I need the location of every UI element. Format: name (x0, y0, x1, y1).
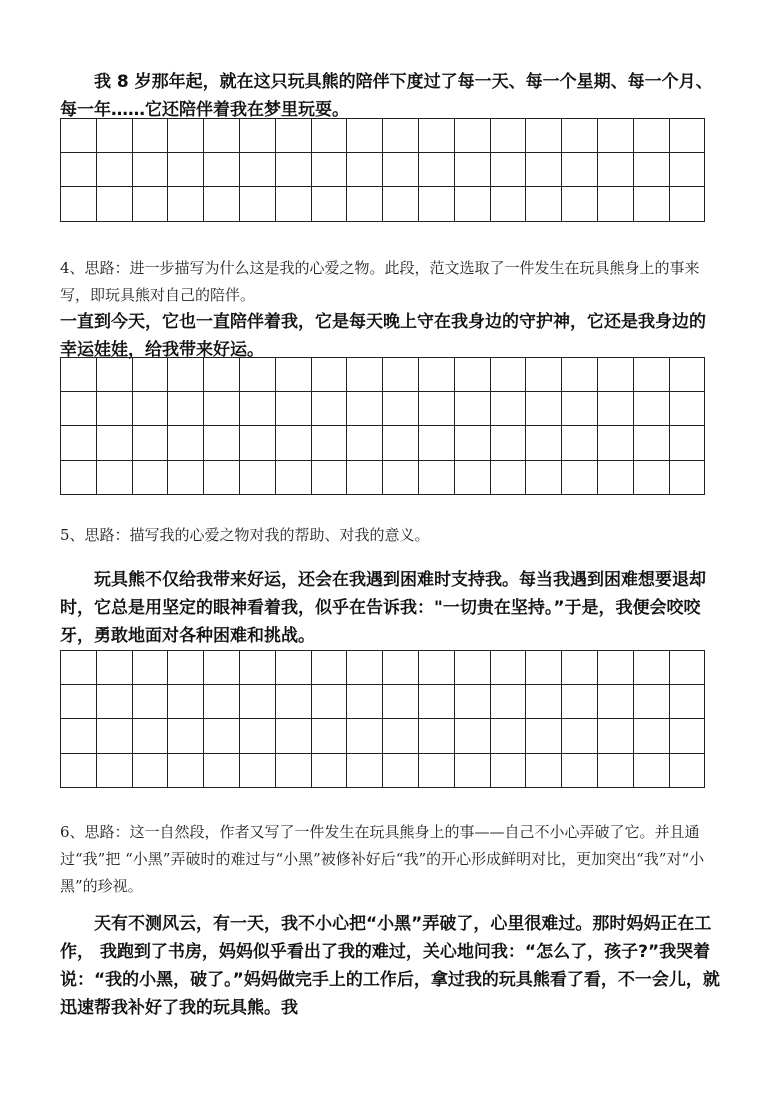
grid-cell (562, 153, 598, 187)
grid-cell (132, 358, 168, 392)
grid-cell (383, 753, 419, 787)
grid-cell (418, 753, 454, 787)
grid-row (61, 392, 705, 426)
grid-cell (311, 460, 347, 494)
grid-cell (275, 119, 311, 153)
grid-cell (61, 426, 97, 460)
grid-cell (454, 651, 490, 685)
grid-cell (311, 426, 347, 460)
grid-cell (347, 719, 383, 753)
grid-cell (633, 392, 669, 426)
grid-cell (204, 460, 240, 494)
grid-row (61, 753, 705, 787)
grid-cell (562, 187, 598, 221)
grid-cell (275, 358, 311, 392)
essay-paragraph-5: 玩具熊不仅给我带来好运，还会在我遇到困难时支持我。每当我遇到困难想要退却时，它总是用坚定的眼神看着我，似乎在告诉我："一切贵在坚持。”于是，我便会咬咬牙，勇敢地面对各种困难和挑战。 (60, 570, 706, 646)
grid-cell (239, 358, 275, 392)
grid-cell (454, 460, 490, 494)
grid-cell (61, 651, 97, 685)
essay-paragraph-6: 天有不测风云，有一天，我不小心把“小黑”弄破了，心里很难过。那时妈妈正在工作， 我跑到了书房，妈妈似乎看出了我的难过，关心地问我：“怎么了，孩子?”我哭着说：“我的小黑，破了。”妈妈做完手上的工作后，拿过我的玩具熊看了看，不一会儿，就迅速帮我补好了我的玩具熊。我 (60, 914, 720, 1018)
grid-cell (132, 392, 168, 426)
grid-cell (490, 187, 526, 221)
grid-cell (204, 119, 240, 153)
grid-cell (454, 426, 490, 460)
grid-cell (633, 426, 669, 460)
grid-cell (311, 753, 347, 787)
grid-cell (526, 460, 562, 494)
grid-cell (239, 426, 275, 460)
grid-cell (383, 651, 419, 685)
grid-cell (383, 460, 419, 494)
grid-cell (275, 426, 311, 460)
grid-cell (418, 685, 454, 719)
grid-cell (347, 426, 383, 460)
grid-cell (61, 460, 97, 494)
hint-note-6: 6、思路：这一自然段，作者又写了一件发生在玩具熊身上的事——自己不小心弄破了它。并且通过“我”把 “小黑”弄破时的难过与“小黑”被修补好后“我”的开心形成鲜明对比，更加突出“我”对“小黑”的珍视。 (60, 823, 705, 895)
grid-cell (61, 358, 97, 392)
grid-row (61, 119, 705, 153)
grid-cell (311, 187, 347, 221)
grid-cell (383, 426, 419, 460)
grid-cell (311, 719, 347, 753)
grid-cell (490, 460, 526, 494)
grid-cell (669, 187, 705, 221)
grid-cell (275, 460, 311, 494)
grid-cell (562, 651, 598, 685)
grid-cell (132, 119, 168, 153)
grid-cell (383, 392, 419, 426)
grid-cell (239, 153, 275, 187)
grid-cell (454, 358, 490, 392)
grid-cell (239, 187, 275, 221)
grid-cell (168, 426, 204, 460)
grid-cell (204, 651, 240, 685)
grid-cell (96, 358, 132, 392)
grid-cell (132, 460, 168, 494)
grid-cell (597, 719, 633, 753)
grid-cell (597, 358, 633, 392)
grid-cell (669, 153, 705, 187)
grid-cell (418, 187, 454, 221)
grid-cell (239, 460, 275, 494)
grid-cell (418, 358, 454, 392)
grid-cell (61, 392, 97, 426)
grid-cell (347, 119, 383, 153)
grid-cell (132, 719, 168, 753)
grid-cell (597, 153, 633, 187)
grid-cell (597, 426, 633, 460)
writing-grid-2 (60, 357, 705, 495)
grid-cell (347, 753, 383, 787)
grid-cell (347, 153, 383, 187)
grid-cell (275, 753, 311, 787)
grid-cell (275, 719, 311, 753)
grid-cell (204, 358, 240, 392)
grid-cell (418, 651, 454, 685)
grid-cell (526, 426, 562, 460)
grid-cell (597, 187, 633, 221)
grid-cell (275, 187, 311, 221)
grid-cell (418, 119, 454, 153)
grid-row (61, 153, 705, 187)
grid-cell (347, 392, 383, 426)
grid-cell (96, 651, 132, 685)
grid-cell (562, 426, 598, 460)
grid-cell (669, 392, 705, 426)
grid-cell (204, 426, 240, 460)
grid-cell (239, 651, 275, 685)
grid-cell (418, 719, 454, 753)
grid-cell (418, 153, 454, 187)
grid-cell (526, 651, 562, 685)
grid-cell (168, 358, 204, 392)
grid-cell (96, 719, 132, 753)
grid-cell (311, 358, 347, 392)
grid-cell (204, 719, 240, 753)
grid-cell (96, 753, 132, 787)
grid-cell (490, 651, 526, 685)
hint-note-4: 4、思路：进一步描写为什么这是我的心爱之物。此段，范文选取了一件发生在玩具熊身上的事来写，即玩具熊对自己的陪伴。 (60, 259, 700, 304)
grid-cell (633, 358, 669, 392)
grid-cell (669, 651, 705, 685)
grid-cell (275, 685, 311, 719)
grid-cell (61, 719, 97, 753)
grid-cell (311, 392, 347, 426)
grid-cell (204, 187, 240, 221)
grid-cell (633, 651, 669, 685)
grid-cell (454, 685, 490, 719)
grid-cell (669, 358, 705, 392)
grid-cell (61, 153, 97, 187)
grid-cell (347, 187, 383, 221)
grid-cell (597, 119, 633, 153)
grid-cell (132, 426, 168, 460)
grid-cell (239, 685, 275, 719)
grid-cell (132, 153, 168, 187)
grid-cell (239, 753, 275, 787)
essay-paragraph-1: 我 8 岁那年起，就在这只玩具熊的陪伴下度过了每一天、每一个星期、每一个月、每一年……它还陪伴着我在梦里玩耍。 (60, 72, 713, 120)
grid-cell (562, 119, 598, 153)
grid-cell (633, 187, 669, 221)
grid-cell (204, 685, 240, 719)
grid-cell (490, 426, 526, 460)
grid-cell (61, 685, 97, 719)
grid-cell (239, 719, 275, 753)
grid-cell (454, 753, 490, 787)
grid-row (61, 358, 705, 392)
grid-cell (669, 685, 705, 719)
grid-cell (454, 187, 490, 221)
grid-cell (61, 753, 97, 787)
grid-cell (96, 392, 132, 426)
grid-cell (347, 460, 383, 494)
grid-cell (633, 119, 669, 153)
grid-cell (633, 685, 669, 719)
grid-cell (204, 153, 240, 187)
grid-cell (383, 153, 419, 187)
grid-cell (168, 153, 204, 187)
grid-cell (168, 685, 204, 719)
grid-cell (383, 358, 419, 392)
grid-cell (597, 460, 633, 494)
grid-cell (526, 153, 562, 187)
grid-cell (132, 685, 168, 719)
grid-cell (96, 119, 132, 153)
grid-cell (132, 187, 168, 221)
grid-cell (597, 651, 633, 685)
grid-cell (454, 153, 490, 187)
grid-cell (562, 392, 598, 426)
grid-cell (633, 460, 669, 494)
grid-cell (490, 685, 526, 719)
grid-cell (96, 460, 132, 494)
grid-cell (239, 119, 275, 153)
grid-cell (454, 719, 490, 753)
grid-cell (526, 187, 562, 221)
grid-cell (347, 685, 383, 719)
grid-cell (454, 119, 490, 153)
grid-cell (168, 651, 204, 685)
grid-cell (526, 392, 562, 426)
grid-cell (597, 392, 633, 426)
grid-cell (204, 753, 240, 787)
grid-cell (633, 153, 669, 187)
grid-cell (418, 460, 454, 494)
grid-row (61, 651, 705, 685)
grid-cell (383, 719, 419, 753)
writing-grid-3 (60, 650, 705, 788)
grid-cell (490, 358, 526, 392)
grid-cell (562, 685, 598, 719)
grid-cell (275, 651, 311, 685)
grid-cell (669, 753, 705, 787)
grid-cell (418, 426, 454, 460)
grid-cell (490, 153, 526, 187)
grid-cell (61, 119, 97, 153)
grid-row (61, 719, 705, 753)
grid-cell (311, 153, 347, 187)
grid-cell (132, 651, 168, 685)
grid-cell (490, 119, 526, 153)
grid-cell (633, 719, 669, 753)
grid-cell (96, 187, 132, 221)
grid-cell (669, 460, 705, 494)
grid-row (61, 426, 705, 460)
grid-cell (168, 392, 204, 426)
grid-cell (526, 685, 562, 719)
hint-note-5: 5、思路：描写我的心爱之物对我的帮助、对我的意义。 (60, 526, 430, 544)
grid-cell (61, 187, 97, 221)
writing-grid-1 (60, 118, 705, 222)
grid-cell (418, 392, 454, 426)
grid-cell (204, 392, 240, 426)
grid-cell (526, 753, 562, 787)
grid-cell (168, 719, 204, 753)
grid-cell (490, 392, 526, 426)
essay-paragraph-4: 一直到今天，它也一直陪伴着我，它是每天晚上守在我身边的守护神，它还是我身边的幸运娃娃，给我带来好运。 (60, 312, 706, 360)
grid-cell (168, 119, 204, 153)
grid-cell (383, 685, 419, 719)
grid-cell (311, 119, 347, 153)
grid-cell (275, 392, 311, 426)
grid-cell (311, 651, 347, 685)
grid-cell (132, 753, 168, 787)
grid-cell (633, 753, 669, 787)
grid-cell (526, 719, 562, 753)
grid-cell (526, 119, 562, 153)
grid-cell (347, 651, 383, 685)
grid-cell (96, 153, 132, 187)
grid-cell (562, 719, 598, 753)
grid-cell (490, 719, 526, 753)
grid-cell (526, 358, 562, 392)
grid-cell (669, 119, 705, 153)
grid-cell (275, 153, 311, 187)
grid-cell (669, 719, 705, 753)
grid-cell (168, 187, 204, 221)
grid-cell (562, 460, 598, 494)
grid-cell (383, 187, 419, 221)
grid-row (61, 460, 705, 494)
grid-cell (347, 358, 383, 392)
grid-cell (168, 753, 204, 787)
grid-cell (562, 358, 598, 392)
grid-cell (597, 753, 633, 787)
grid-cell (239, 392, 275, 426)
grid-cell (96, 426, 132, 460)
grid-row (61, 685, 705, 719)
grid-cell (383, 119, 419, 153)
grid-cell (669, 426, 705, 460)
grid-cell (96, 685, 132, 719)
grid-cell (562, 753, 598, 787)
grid-cell (597, 685, 633, 719)
grid-cell (454, 392, 490, 426)
grid-row (61, 187, 705, 221)
grid-cell (311, 685, 347, 719)
grid-cell (490, 753, 526, 787)
grid-cell (168, 460, 204, 494)
